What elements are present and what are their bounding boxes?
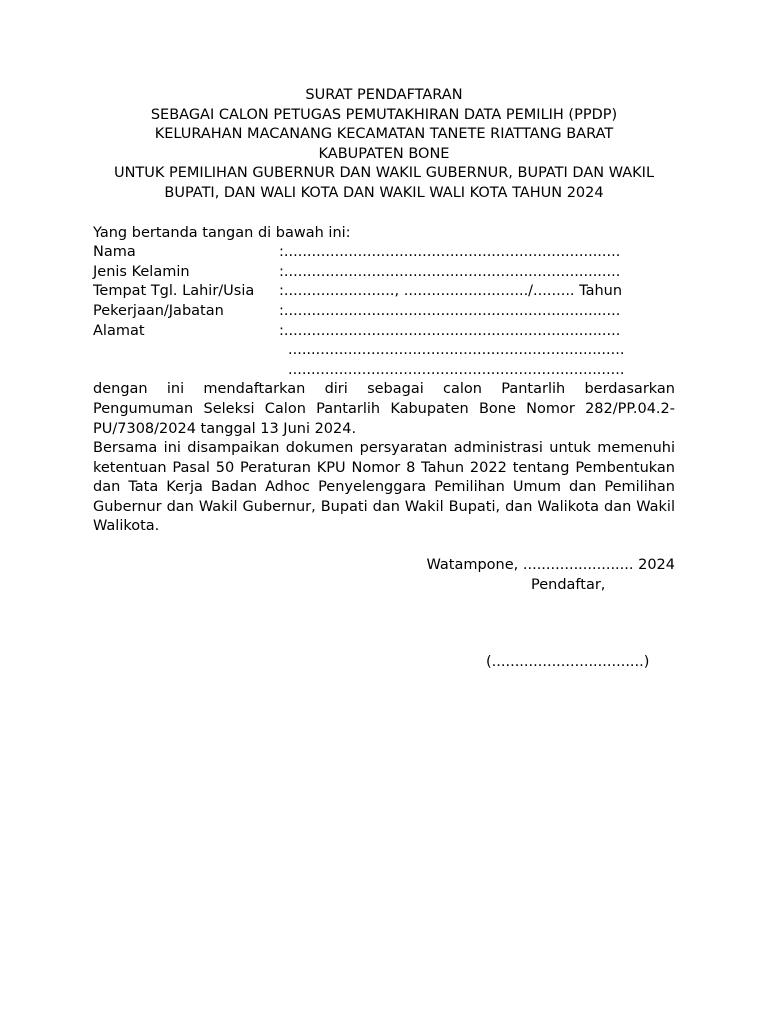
field-colon: :: [279, 283, 284, 300]
body-paragraph-2: Bersama ini disampaikan dokumen persyaratan administrasi untuk memenuhi ketentuan Pasal 50 Peraturan KPU Nomor 8 Tahun 2022 tentang Pembentukan dan Tata Kerja Badan Adhoc Penyelenggara Pemilihan Umum dan Pemilihan Gubernur dan Wakil Gubernur, Bupati dan Wakil Bupati, dan Walikota dan Wakil Walikota.: [93, 440, 675, 535]
field-colon: :: [279, 322, 284, 339]
registration-letter: [93, 86, 675, 673]
field-blank: ........................, .........................../......... Tahun: [283, 283, 623, 300]
field-row-alamat-cont-1: [93, 341, 675, 361]
field-label: Jenis Kelamin: [93, 263, 190, 280]
field-blank: .........................................................................: [283, 322, 621, 339]
field-row-alamat: [93, 322, 675, 342]
title-line-6: BUPATI, DAN WALI KOTA DAN WAKIL WALI KOTA TAHUN 2024: [164, 184, 604, 201]
field-row-tempat-tgl-lahir: [93, 282, 675, 302]
signer-role: Pendaftar,: [531, 576, 606, 593]
title-line-3: KELURAHAN MACANANG KECAMATAN TANETE RIATTANG BARAT: [154, 126, 614, 143]
title-line-2: SEBAGAI CALON PETUGAS PEMUTAKHIRAN DATA PEMILIH (PPDP): [150, 106, 618, 123]
signature-line: (.................................): [486, 654, 650, 671]
intro-text: Yang bertanda tangan di bawah ini:: [93, 224, 351, 241]
applicant-fields: [93, 243, 675, 380]
field-label: Pekerjaan/Jabatan: [93, 302, 224, 319]
field-indent: [93, 341, 288, 361]
field-colon: :: [279, 244, 284, 261]
field-indent: [93, 361, 288, 381]
title-line-5: UNTUK PEMILIHAN GUBERNUR DAN WAKIL GUBERNUR, BUPATI DAN WAKIL: [113, 165, 655, 182]
title-line-1: SURAT PENDAFTARAN: [305, 87, 463, 103]
body-paragraph-1: dengan ini mendaftarkan diri sebagai calon Pantarlih berdasarkan Pengumuman Seleksi Calon Pantarlih Kabupaten Bone Nomor 282/PP.04.2-PU/7308/2024 tanggal 13 Juni 2024.: [93, 381, 675, 437]
field-row-jenis-kelamin: [93, 263, 675, 283]
field-label: Tempat Tgl. Lahir/Usia: [93, 283, 255, 300]
field-blank: .........................................................................: [283, 263, 621, 280]
field-blank: .........................................................................: [288, 342, 625, 359]
field-blank: .........................................................................: [283, 302, 621, 319]
field-blank: .........................................................................: [288, 361, 625, 378]
field-row-alamat-cont-2: [93, 361, 675, 381]
field-blank: .........................................................................: [283, 244, 621, 261]
field-row-pekerjaan: [93, 302, 675, 322]
field-colon: :: [279, 263, 284, 280]
letter-title: [93, 86, 675, 204]
place-date: Watampone, ........................ 2024: [426, 557, 675, 574]
title-line-4: KABUPATEN BONE: [318, 145, 450, 162]
signature-block: [93, 556, 675, 595]
field-colon: :: [279, 302, 284, 319]
field-label: Alamat: [93, 322, 145, 339]
field-row-nama: [93, 243, 675, 263]
field-label: Nama: [93, 244, 136, 261]
